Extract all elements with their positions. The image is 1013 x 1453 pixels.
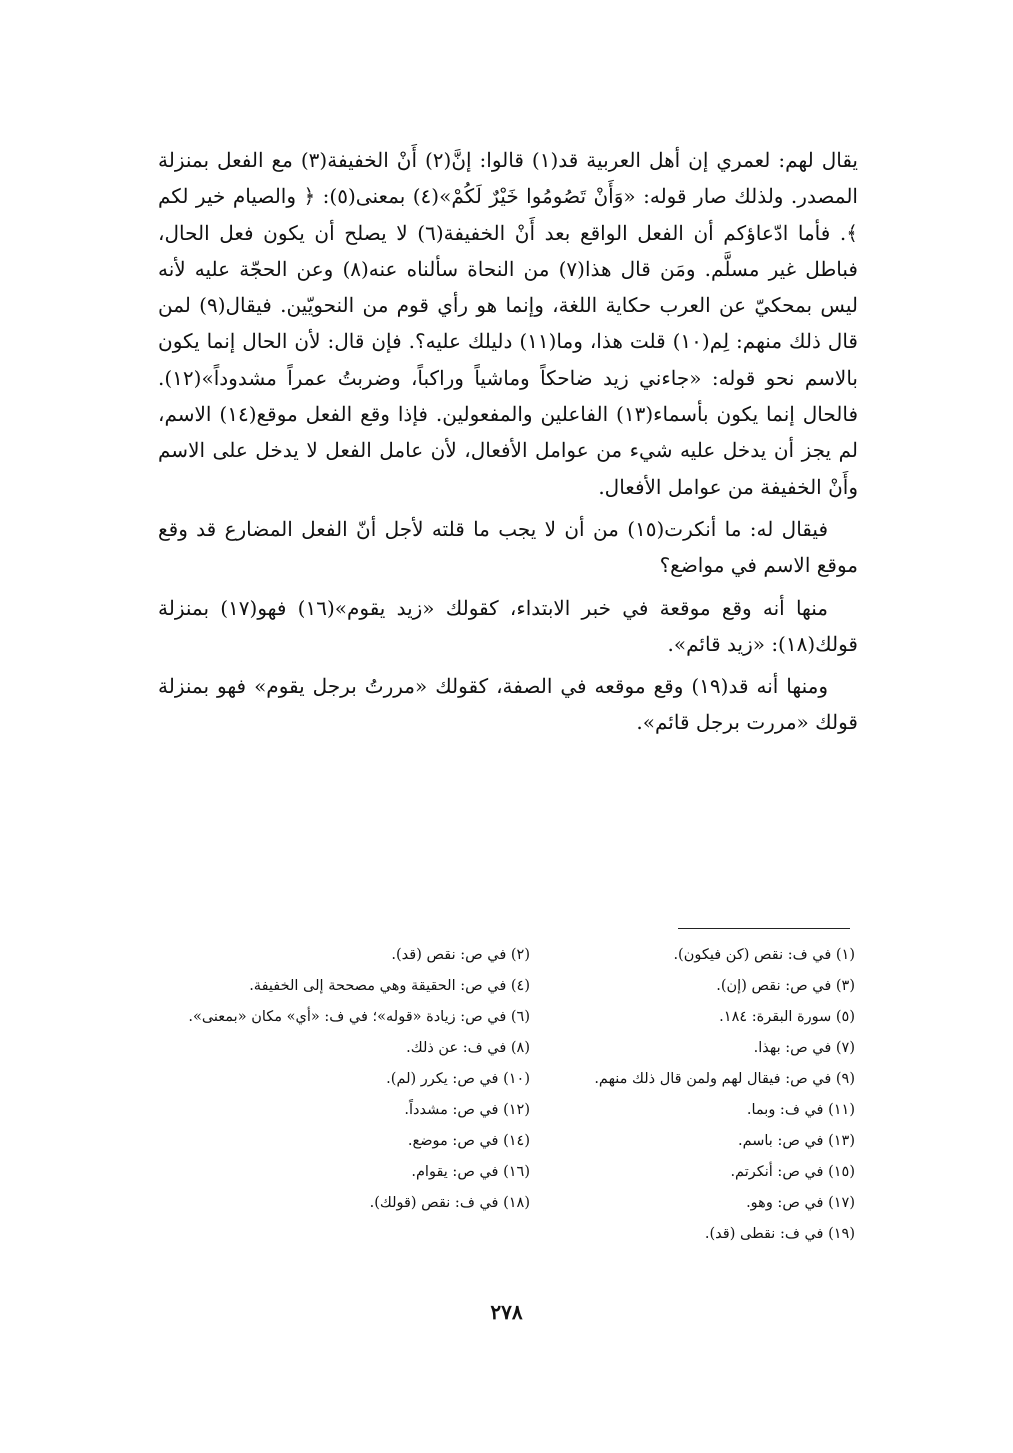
footnote: (٦) في ص: زيادة «قوله»؛ في ف: «أي» مكان «بمعنى». xyxy=(188,1009,530,1025)
footnote: (١٠) في ص: يكرر (لم). xyxy=(386,1071,530,1087)
footnote: (٣) في ص: نقص (إن). xyxy=(716,978,855,994)
footnote: (٧) في ص: بهذا. xyxy=(753,1040,855,1056)
footnote: (٤) في ص: الحقيقة وهي مصححة إلى الخفيفة. xyxy=(249,978,530,994)
paragraph: ومنها أنه قد(١٩) وقع موقعه في الصفة، كقولك «مررتُ برجل يقوم» فهو بمنزلة قولك «مررت برجل قائم». xyxy=(158,674,858,735)
footnote: (٢) في ص: نقص (قد). xyxy=(391,947,530,963)
footnote: (١) في ف: نقص (كن فيكون). xyxy=(673,947,855,963)
paragraph: فيقال له: ما أنكرت(١٥) من أن لا يجب ما قلته لأجل أنّ الفعل المضارع قد وقع موقع الاسم في مواضع؟ xyxy=(158,516,858,578)
footnote: (٩) في ص: فيقال لهم ولمن قال ذلك منهم. xyxy=(594,1071,855,1087)
footnotes-left-column xyxy=(160,940,530,1250)
footnote: (٥) سورة البقرة: ١٨٤. xyxy=(719,1009,855,1025)
footnote: (٨) في ف: عن ذلك. xyxy=(406,1040,530,1056)
footnote: (١٩) في ف: نقطى (قد). xyxy=(704,1226,855,1242)
footnote: (١٨) في ف: نقص (قولك). xyxy=(369,1195,530,1211)
footnote: (١٢) في ص: مشدداً. xyxy=(404,1102,530,1118)
footnote-divider xyxy=(678,928,850,929)
footnote: (١٣) في ص: باسم. xyxy=(737,1133,855,1149)
footnote: (١٦) في ص: يقوام. xyxy=(411,1164,530,1180)
paragraph: منها أنه وقع موقعة في خبر الابتداء، كقولك «زيد يقوم»(١٦) فهو(١٧) بمنزلة قولك(١٨): «زيد قائم». xyxy=(158,595,858,656)
footnote: (١٤) في ص: موضع. xyxy=(407,1133,530,1149)
main-text xyxy=(158,142,858,741)
footnotes-right-column xyxy=(545,940,855,1250)
footnote: (١٧) في ص: وهو. xyxy=(746,1195,855,1211)
paragraph: يقال لهم: لعمري إن أهل العربية قد(١) قالوا: إنَّ(٢) أَنْ الخفيفة(٣) مع الفعل بمنزلة المصدر. ولذلك صار قوله: «وَأَنْ تَصُومُوا خَيْرٌ لَكُمْ»(٤) بمعنى(٥): ﴿ والصيام خير لكم ﴾. فأما ادّعاؤكم أن الفعل الواقع بعد أَنْ الخفيفة(٦) لا يصلح أن يكون فعل الحال، فباطل غير مسلَّم. ومَن قال هذا(٧) من النحاة سألناه عنه(٨) وعن الحجّة عليه لأنه ليس بمحكيّ عن العرب حكاية اللغة، وإنما هو رأي قوم من النحويّين. فيقال(٩) لمن قال ذلك منهم: لِم(١٠) قلت هذا، وما(١١) دليلك عليه؟. فإن قال: لأن الحال إنما يكون بالاسم نحو قوله: «جاءني زيد ضاحكاً وماشياً وراكباً، وضربتُ عمراً مشدوداً»(١٢). فالحال إنما يكون بأسماء(١٣) الفاعلين والمفعولين. فإذا وقع الفعل موقع(١٤) الاسم، لم يجز أن يدخل عليه شيء من عوامل الأفعال، لأن عامل الفعل لا يدخل على الاسم وأَنْ الخفيفة من عوامل الأفعال. xyxy=(158,148,859,499)
footnote: (١٥) في ص: أنكرتم. xyxy=(730,1164,855,1180)
page-number: ٢٧٨ xyxy=(490,1300,523,1324)
footnote: (١١) في ف: وبما. xyxy=(746,1102,855,1118)
footnotes xyxy=(160,940,855,1250)
